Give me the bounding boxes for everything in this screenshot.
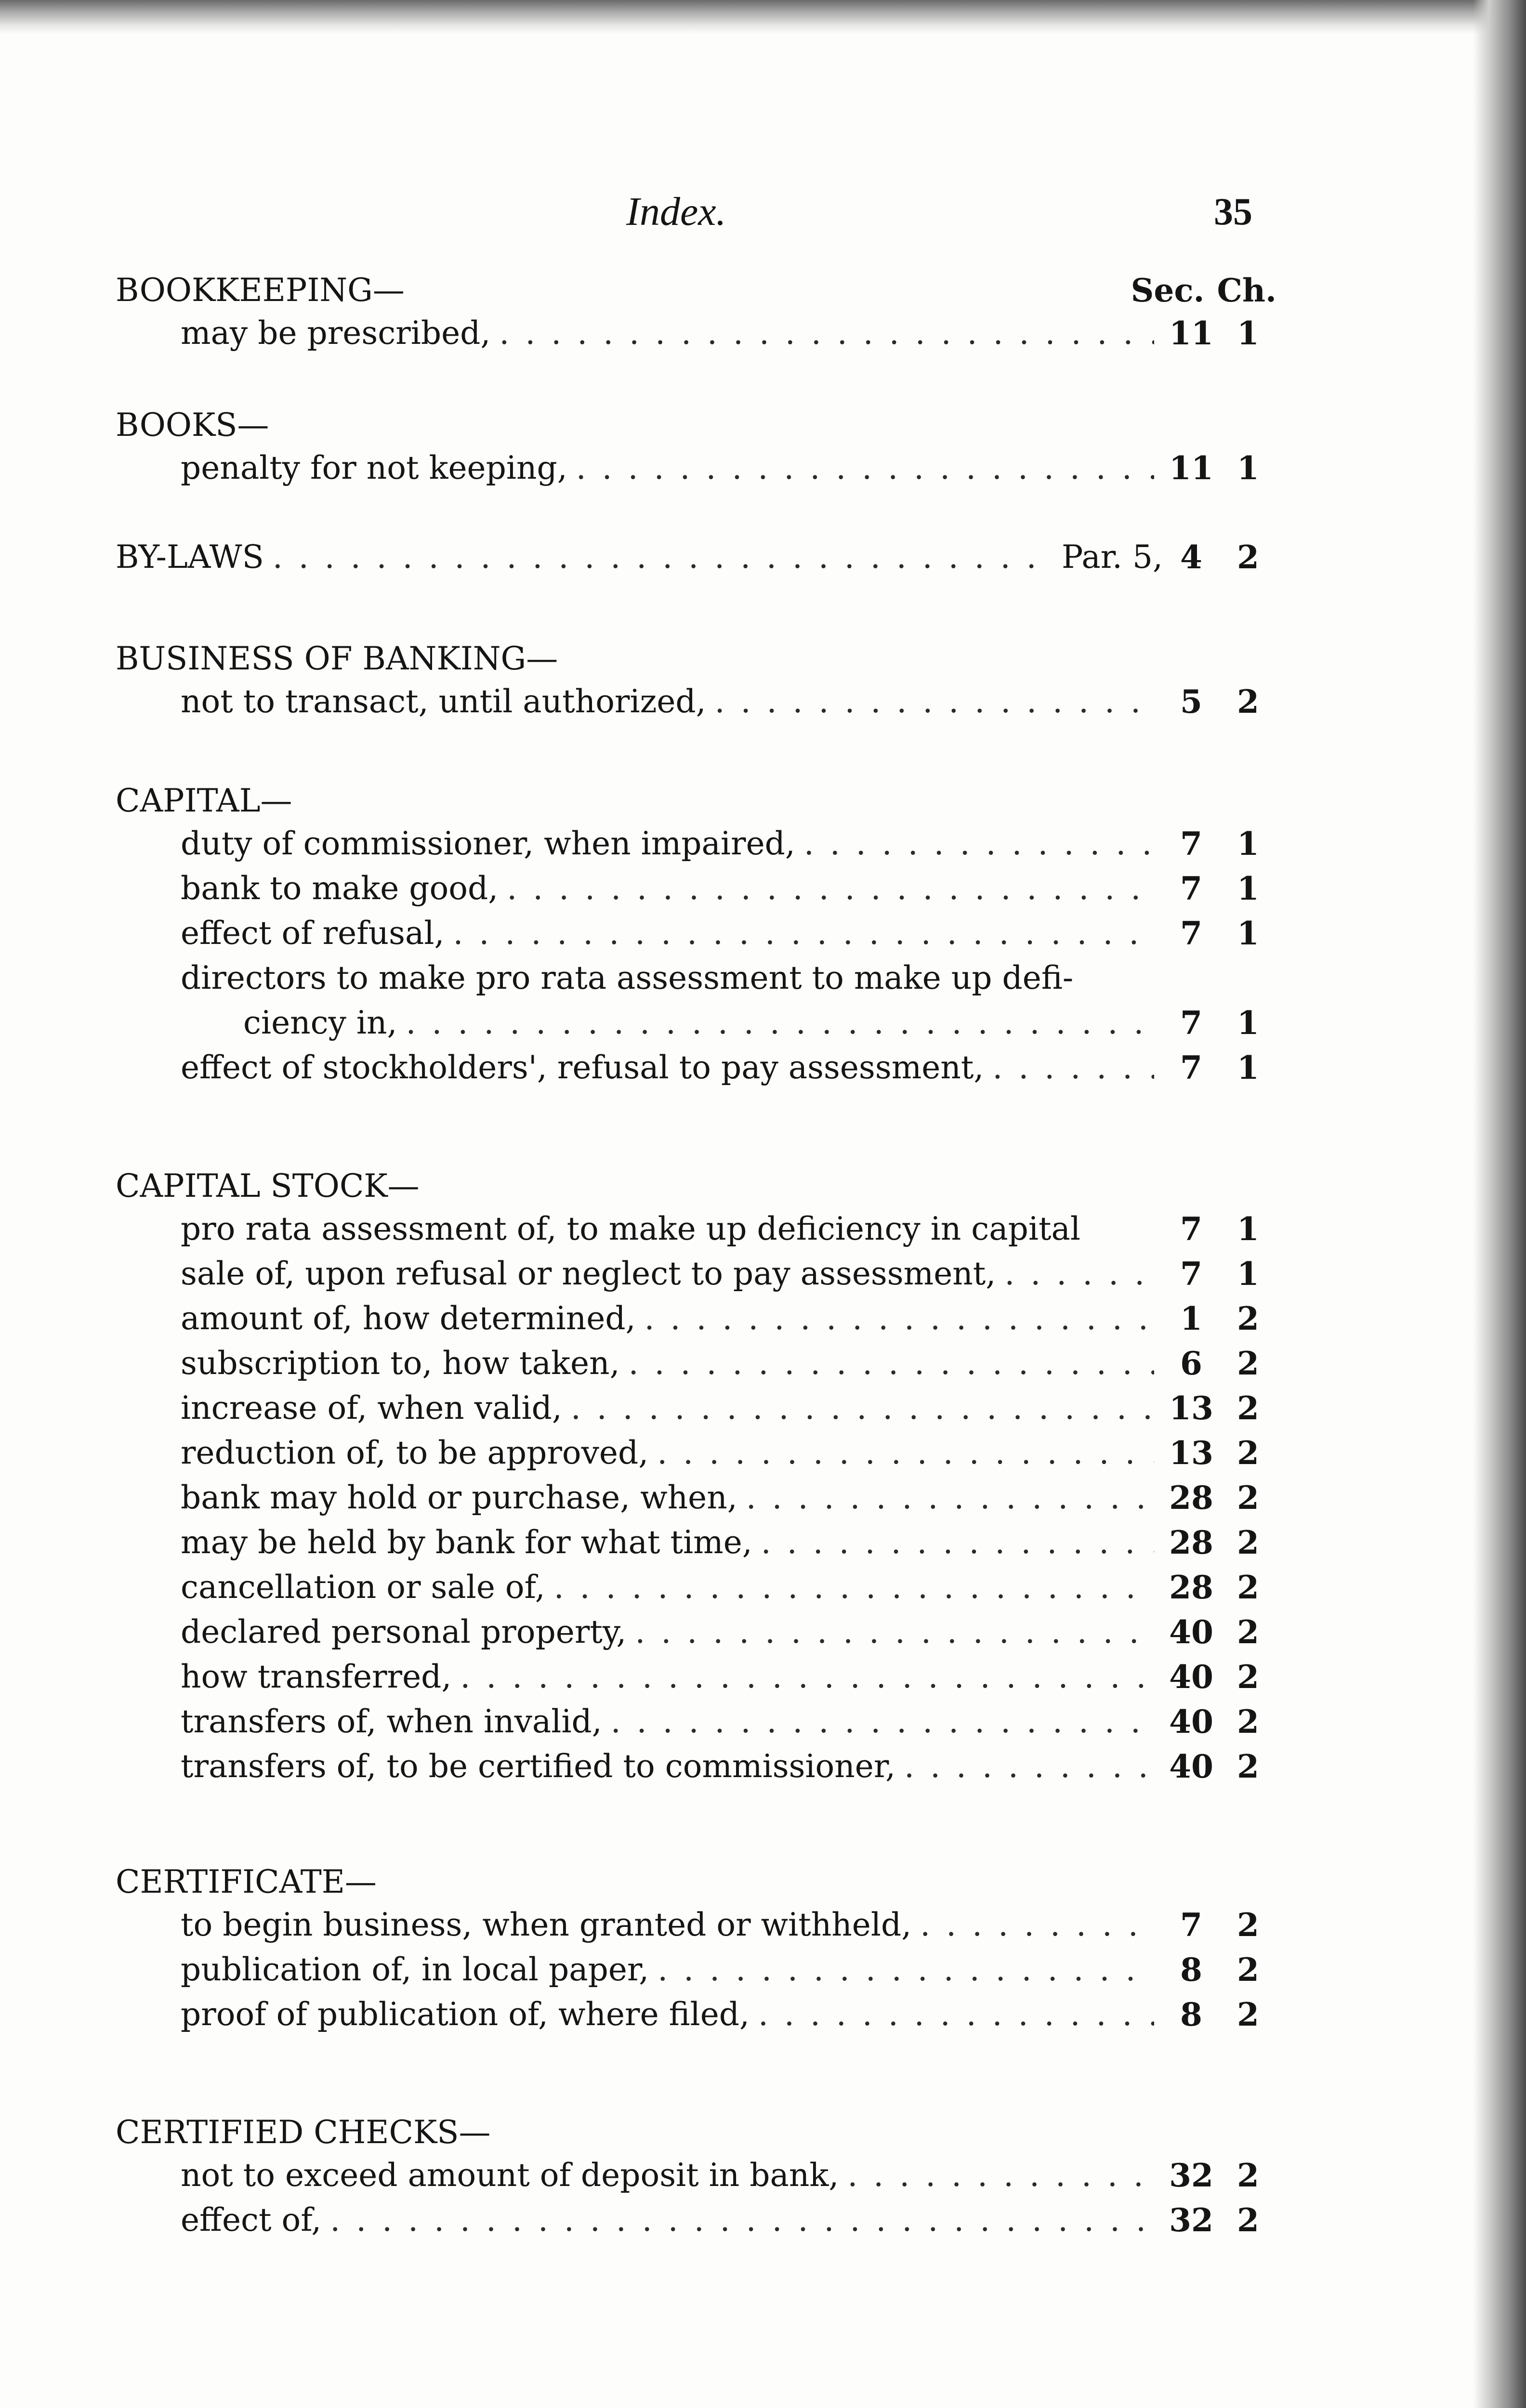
section-number: 11 [1169, 314, 1213, 352]
entry-text: increase of, when valid, [181, 1389, 562, 1426]
paragraph-reference: Par. 5, [1061, 538, 1163, 576]
index-entry [243, 1000, 1276, 1046]
section-number: 28 [1169, 1524, 1213, 1561]
dot-leader [629, 1341, 1154, 1386]
entry-text: directors to make pro rata assessment to make up defi- [181, 959, 1074, 996]
section-number: 7 [1180, 870, 1202, 907]
chapter-number: 2 [1237, 1748, 1259, 1785]
section-number: 7 [1180, 1004, 1202, 1042]
chapter-number: 1 [1237, 1210, 1259, 1248]
page-header [0, 183, 1526, 241]
index-entry [181, 1430, 1276, 1476]
dot-leader [571, 1386, 1154, 1431]
index-entry [181, 445, 1276, 491]
index-entry [181, 1386, 1276, 1431]
entry-text: not to exceed amount of deposit in bank, [181, 2157, 839, 2194]
dot-leader [746, 1475, 1154, 1520]
section-number: 7 [1180, 915, 1202, 952]
dot-leader [992, 1045, 1154, 1090]
section-number: 8 [1180, 1951, 1202, 1989]
page-title: Index. [626, 189, 726, 234]
index-heading: CERTIFIED CHECKS— [116, 2114, 491, 2151]
dot-leader [804, 821, 1154, 866]
index-entry [181, 2198, 1276, 2243]
section-number: 32 [1169, 2157, 1213, 2194]
section-number: 7 [1180, 1906, 1202, 1944]
chapter-number: 2 [1237, 1906, 1259, 1944]
index-entry [181, 679, 1276, 724]
chapter-number: 2 [1237, 1389, 1259, 1427]
index-entry [181, 866, 1276, 911]
section-number: 4 [1180, 538, 1202, 576]
entry-text: effect of stockholders', refusal to pay assessment, [181, 1049, 984, 1086]
entry-text: transfers of, to be certified to commissioner, [181, 1748, 896, 1785]
entry-text: penalty for not keeping, [181, 449, 567, 486]
index-entry [181, 1296, 1276, 1341]
entry-text: not to transact, until authorized, [181, 683, 706, 720]
chapter-number: 2 [1237, 1658, 1259, 1696]
entry-text: effect of refusal, [181, 915, 445, 952]
section-number: 5 [1180, 683, 1202, 720]
section-number: 8 [1180, 1996, 1202, 2033]
dot-leader [761, 1520, 1154, 1565]
entry-text: effect of, [181, 2201, 322, 2238]
index-heading-row [116, 778, 1276, 824]
index-entry [181, 1654, 1276, 1700]
chapter-number: 2 [1237, 538, 1259, 576]
chapter-number: 2 [1237, 1434, 1259, 1472]
chapter-number: 2 [1237, 1703, 1259, 1741]
chapter-number: 1 [1237, 825, 1259, 863]
chapter-number: 1 [1237, 1049, 1259, 1086]
dot-leader [920, 1902, 1154, 1948]
dot-leader [657, 1430, 1154, 1476]
index-entry [181, 1475, 1276, 1520]
index-entry [181, 1947, 1276, 1992]
scan-edge-right [1473, 0, 1526, 2408]
index-entry [181, 1992, 1276, 2037]
section-number: 7 [1180, 1049, 1202, 1086]
index-entry [181, 2153, 1276, 2198]
section-number: 40 [1169, 1703, 1213, 1741]
section-number: 7 [1180, 825, 1202, 863]
dot-leader [453, 911, 1154, 956]
entry-text: sale of, upon refusal or neglect to pay assessment, [181, 1255, 996, 1292]
dot-leader [611, 1699, 1154, 1744]
section-number: 13 [1169, 1389, 1213, 1427]
section-number: 6 [1180, 1345, 1202, 1382]
dot-leader [658, 1947, 1154, 1992]
entry-text: bank to make good, [181, 870, 499, 907]
entry-text: may be prescribed, [181, 314, 491, 352]
index-entry [181, 311, 1276, 356]
dot-leader [576, 445, 1154, 491]
index-heading: BOOKKEEPING— [116, 272, 405, 309]
dot-leader [507, 866, 1154, 911]
dot-leader [635, 1610, 1154, 1655]
dot-leader [1004, 1251, 1154, 1296]
dot-leader [499, 311, 1154, 356]
chapter-number: 1 [1237, 1255, 1259, 1293]
section-number: 28 [1169, 1479, 1213, 1517]
chapter-number: 2 [1237, 683, 1259, 720]
index-entry [181, 1251, 1276, 1296]
entry-text: amount of, how determined, [181, 1300, 636, 1337]
section-number: 1 [1180, 1300, 1202, 1337]
entry-text: duty of commissioner, when impaired, [181, 825, 795, 862]
index-heading-row [116, 267, 1276, 314]
chapter-number: 2 [1237, 1300, 1259, 1337]
scan-edge-top [0, 0, 1526, 34]
index-heading: BOOKS— [116, 406, 269, 444]
index-entry [181, 1699, 1276, 1744]
entry-text: cancellation or sale of, [181, 1569, 545, 1606]
index-heading: BUSINESS OF BANKING— [116, 640, 558, 677]
entry-text: to begin business, when granted or withheld, [181, 1906, 912, 1943]
section-number: 7 [1180, 1255, 1202, 1293]
dot-leader [715, 679, 1154, 724]
entry-text: bank may hold or purchase, when, [181, 1479, 737, 1516]
entry-text: ciency in, [243, 1004, 397, 1041]
section-number: 40 [1169, 1613, 1213, 1651]
entry-text: proof of publication of, where filed, [181, 1996, 750, 2033]
index-heading-row [116, 1859, 1276, 1905]
index-heading-row [116, 636, 1276, 682]
entry-text: transfers of, when invalid, [181, 1703, 602, 1740]
chapter-number: 2 [1237, 2201, 1259, 2239]
dot-leader [460, 1654, 1154, 1700]
dot-leader [645, 1296, 1154, 1341]
ch-column-header: Ch. [1217, 272, 1276, 309]
chapter-number: 1 [1237, 449, 1259, 487]
entry-text: pro rata assessment of, to make up deficiency in capital [181, 1210, 1080, 1247]
chapter-number: 2 [1237, 1479, 1259, 1517]
index-entry [181, 821, 1276, 866]
chapter-number: 1 [1237, 870, 1259, 907]
dot-leader [847, 2153, 1154, 2198]
chapter-number: 2 [1237, 1951, 1259, 1989]
index-entry [181, 1902, 1276, 1948]
index-entry [181, 1565, 1276, 1610]
chapter-number: 1 [1237, 314, 1259, 352]
sec-column-header: Sec. [1131, 272, 1205, 309]
dot-leader [904, 1744, 1154, 1789]
index-entry [181, 1744, 1276, 1789]
section-number: 40 [1169, 1658, 1213, 1696]
index-heading-row [116, 402, 1276, 448]
section-number: 7 [1180, 1210, 1202, 1248]
dot-leader [330, 2198, 1154, 2243]
chapter-number: 2 [1237, 1996, 1259, 2033]
section-number: 32 [1169, 2201, 1213, 2239]
index-entry [181, 1206, 1276, 1252]
index-heading-row [116, 2109, 1276, 2156]
entry-text: how transferred, [181, 1658, 452, 1695]
chapter-number: 1 [1237, 915, 1259, 952]
section-number: 28 [1169, 1569, 1213, 1606]
page-number: 35 [1214, 191, 1252, 233]
entry-text: may be held by bank for what time, [181, 1524, 752, 1561]
index-heading-row [116, 535, 1276, 580]
index-entry [181, 1610, 1276, 1655]
entry-text: reduction of, to be approved, [181, 1434, 649, 1471]
entry-text: publication of, in local paper, [181, 1951, 649, 1988]
index-entry [181, 911, 1276, 956]
index-heading: CAPITAL STOCK— [116, 1167, 420, 1204]
index-heading: BY-LAWS [116, 538, 264, 576]
index-entry [181, 1520, 1276, 1565]
index-entry [181, 1341, 1276, 1386]
dot-leader [758, 1992, 1154, 2037]
section-number: 11 [1169, 449, 1213, 487]
entry-text: declared personal property, [181, 1613, 627, 1650]
chapter-number: 2 [1237, 1345, 1259, 1382]
index-heading: CAPITAL— [116, 782, 292, 819]
column-headers [1131, 267, 1276, 314]
chapter-number: 1 [1237, 1004, 1259, 1042]
dot-leader [554, 1565, 1154, 1610]
chapter-number: 2 [1237, 2157, 1259, 2194]
chapter-number: 2 [1237, 1524, 1259, 1561]
index-heading: CERTIFICATE— [116, 1863, 377, 1900]
index-heading-row [116, 1163, 1276, 1209]
chapter-number: 2 [1237, 1569, 1259, 1606]
index-entry [181, 1045, 1276, 1090]
dot-leader [406, 1000, 1154, 1046]
index-entry [181, 955, 1276, 1001]
chapter-number: 2 [1237, 1613, 1259, 1651]
entry-text: subscription to, how taken, [181, 1345, 620, 1382]
dot-leader [273, 535, 1041, 580]
section-number: 40 [1169, 1748, 1213, 1785]
section-number: 13 [1169, 1434, 1213, 1472]
